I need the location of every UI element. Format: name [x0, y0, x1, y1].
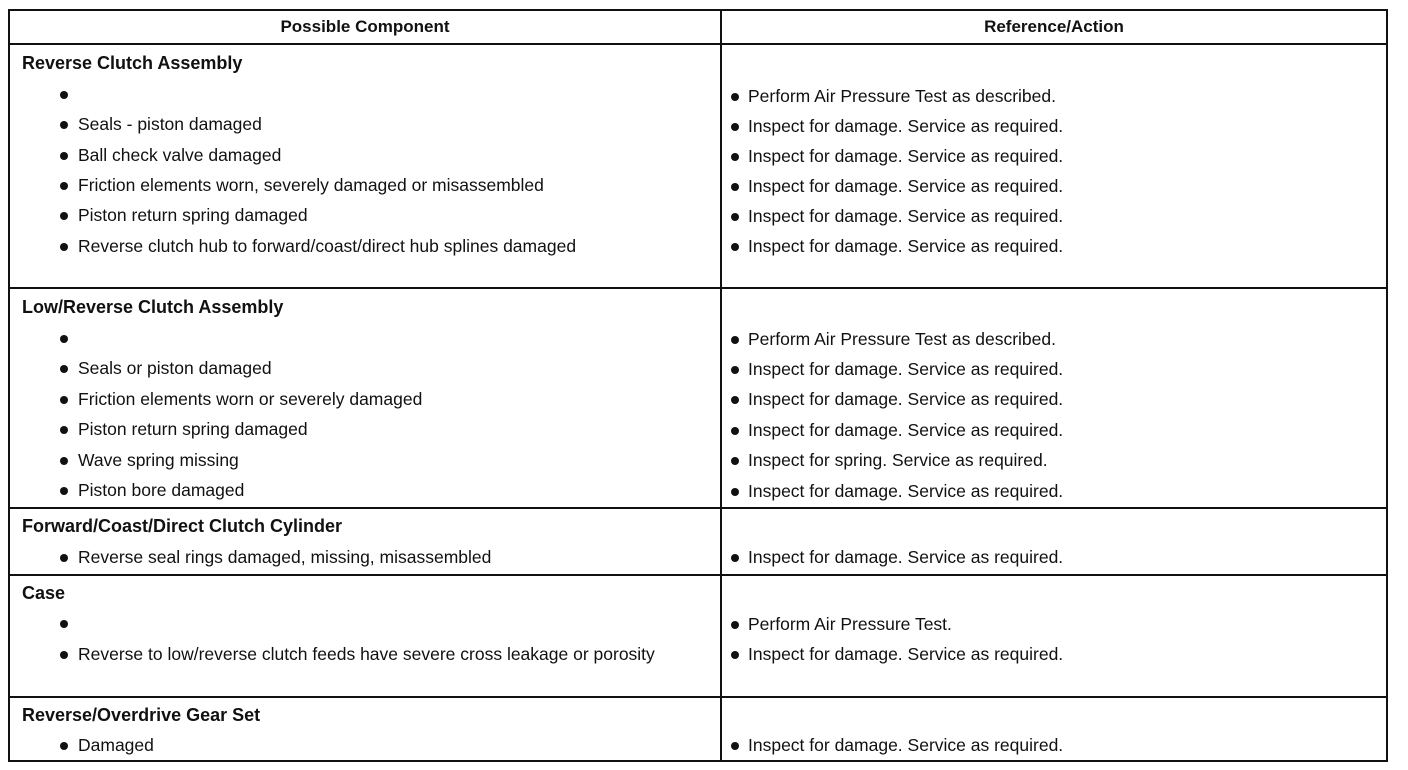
bullet-icon — [60, 91, 68, 99]
component-item: Reverse to low/reverse clutch feeds have severe cross leakage or porosity — [60, 642, 710, 666]
action-item: Perform Air Pressure Test as described. — [731, 84, 1371, 108]
bullet-icon — [731, 457, 739, 465]
section-title: Low/Reverse Clutch Assembly — [22, 297, 284, 317]
header-possible-component: Possible Component — [280, 17, 450, 36]
bullet-icon — [60, 182, 68, 190]
component-item: Ball check valve damaged — [60, 143, 710, 167]
action-item: Inspect for damage. Service as required. — [731, 174, 1371, 198]
action-item: Inspect for damage. Service as required. — [731, 144, 1371, 168]
component-item: Reverse seal rings damaged, missing, misassembled — [60, 545, 710, 569]
bullet-icon — [731, 396, 739, 404]
bullet-icon — [60, 554, 68, 562]
bullet-icon — [60, 121, 68, 129]
bullet-icon — [60, 487, 68, 495]
section-title: Reverse Clutch Assembly — [22, 53, 243, 73]
header-reference-action: Reference/Action — [984, 17, 1124, 36]
bullet-icon — [731, 123, 739, 131]
action-item: Perform Air Pressure Test as described. — [731, 327, 1371, 351]
component-item: Friction elements worn, severely damaged or misassembled — [60, 173, 710, 197]
bullet-icon — [731, 243, 739, 251]
section-title: Forward/Coast/Direct Clutch Cylinder — [22, 516, 343, 536]
bullet-icon — [60, 335, 68, 343]
component-item: Wave spring missing — [60, 448, 710, 472]
action-item: Inspect for damage. Service as required. — [731, 545, 1371, 569]
component-item: Piston bore damaged — [60, 478, 710, 502]
bullet-icon — [731, 621, 739, 629]
section-rule — [8, 287, 1388, 289]
action-item: Inspect for damage. Service as required. — [731, 387, 1371, 411]
bullet-icon — [731, 213, 739, 221]
section-rule — [8, 574, 1388, 576]
action-item: Inspect for damage. Service as required. — [731, 479, 1371, 503]
bullet-icon — [731, 651, 739, 659]
section-rule — [8, 507, 1388, 509]
component-item: Reverse clutch hub to forward/coast/direct hub splines damaged — [60, 234, 660, 258]
component-item: Seals - piston damaged — [60, 112, 710, 136]
bullet-icon — [731, 93, 739, 101]
bullet-icon — [731, 427, 739, 435]
bullet-icon — [731, 183, 739, 191]
bullet-icon — [731, 153, 739, 161]
component-item: Piston return spring damaged — [60, 417, 710, 441]
action-item: Inspect for spring. Service as required. — [731, 448, 1371, 472]
header-rule — [8, 43, 1388, 45]
bullet-icon — [60, 365, 68, 373]
action-item: Inspect for damage. Service as required. — [731, 733, 1371, 757]
column-divider — [720, 9, 722, 762]
bullet-icon — [60, 457, 68, 465]
section-rule — [8, 696, 1388, 698]
action-item: Perform Air Pressure Test. — [731, 612, 1371, 636]
section-title: Case — [22, 583, 66, 603]
action-item: Inspect for damage. Service as required. — [731, 114, 1371, 138]
bullet-icon — [60, 620, 68, 628]
action-item: Inspect for damage. Service as required. — [731, 204, 1371, 228]
component-item: Friction elements worn or severely damaged — [60, 387, 710, 411]
action-item: Inspect for damage. Service as required. — [731, 234, 1371, 258]
bullet-icon — [60, 212, 68, 220]
component-item: Seals or piston damaged — [60, 356, 710, 380]
bullet-icon — [731, 742, 739, 750]
bullet-icon — [731, 554, 739, 562]
bullet-icon — [60, 742, 68, 750]
bullet-icon — [731, 488, 739, 496]
bullet-icon — [731, 336, 739, 344]
bullet-icon — [60, 396, 68, 404]
bullet-icon — [731, 366, 739, 374]
bullet-icon — [60, 243, 68, 251]
component-item: Piston return spring damaged — [60, 203, 710, 227]
section-title: Reverse/Overdrive Gear Set — [22, 705, 261, 725]
action-item: Inspect for damage. Service as required. — [731, 418, 1371, 442]
bullet-icon — [60, 651, 68, 659]
action-item: Inspect for damage. Service as required. — [731, 357, 1371, 381]
bullet-icon — [60, 426, 68, 434]
bullet-icon — [60, 152, 68, 160]
action-item: Inspect for damage. Service as required. — [731, 642, 1371, 666]
component-item: Damaged — [60, 733, 710, 757]
